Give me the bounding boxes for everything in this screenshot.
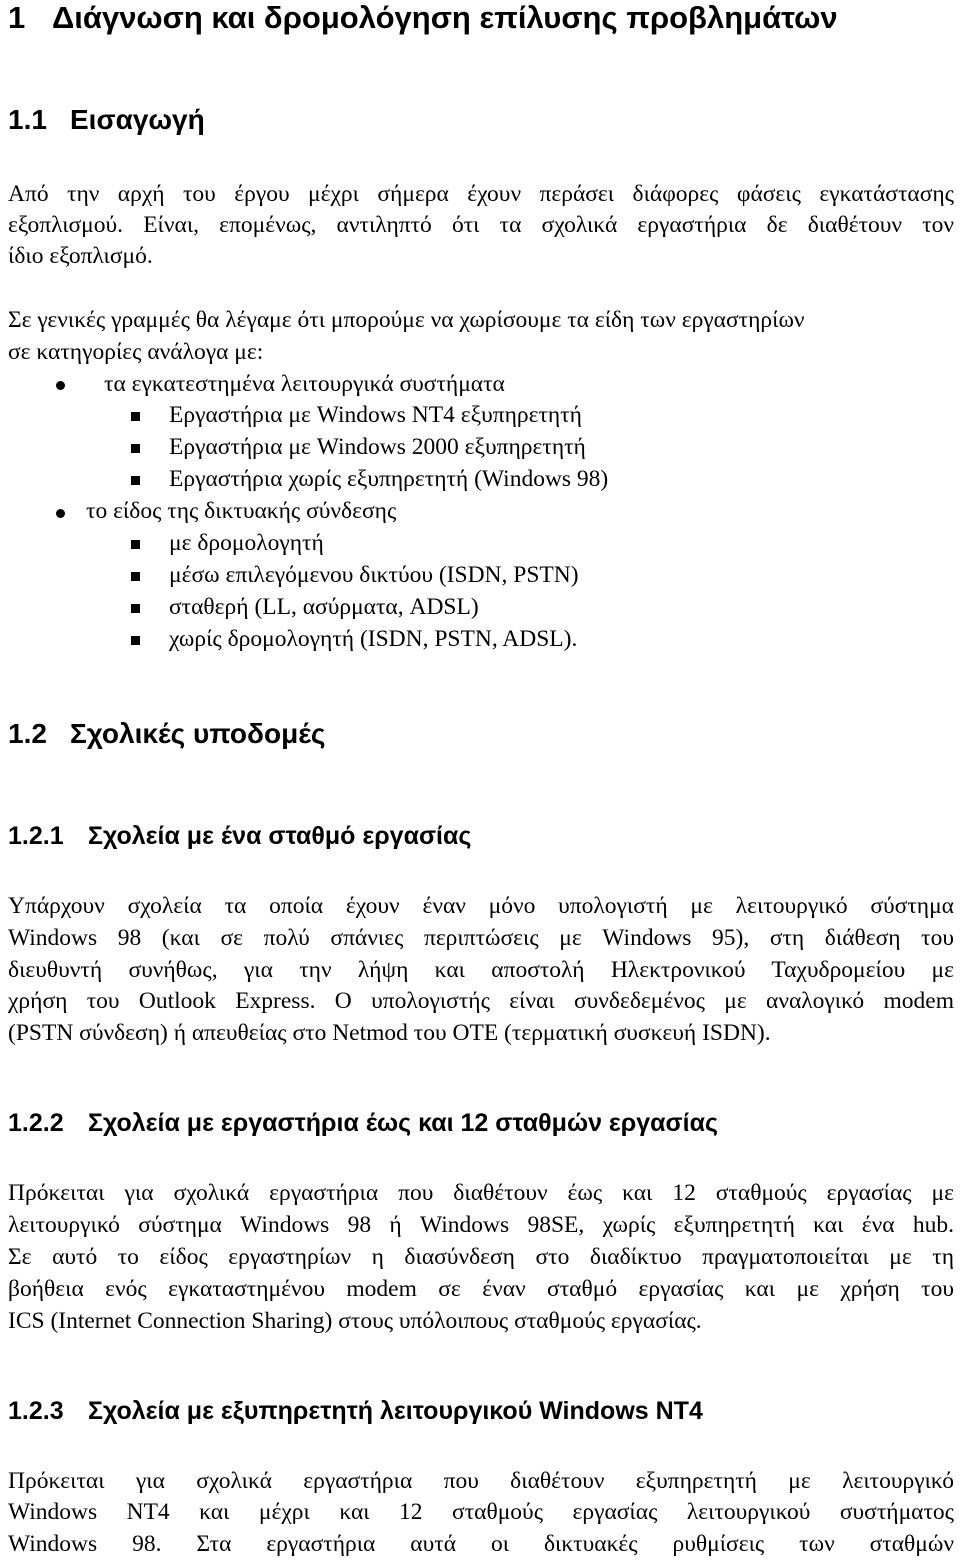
paragraph-line: ICS (Internet Connection Sharing) στους υπόλοιπους σταθμούς εργασίας. [8,1308,702,1334]
section-heading-1-2 [8,718,325,750]
list-subitem: σταθερή (LL, ασύρματα, ADSL) [169,594,479,620]
paragraph-line: λειτουργικό σύστημα Windows 98 ή Windows 98SE, χωρίς εξυπηρετητή και ένα hub. [8,1212,954,1238]
subsection-heading-1-2-2 [8,1109,718,1138]
paragraph-line: σε κατηγορίες ανάλογα με: [8,339,264,365]
bullet-square-icon [131,636,140,645]
section-number: 1.2 [8,718,47,749]
list-item: το είδος της δικτυακής σύνδεσης [86,498,397,524]
list-subitem: χωρίς δρομολογητή (ISDN, PSTN, ADSL). [169,626,578,652]
section-title: Σχολικές υποδομές [70,718,326,749]
section-heading-1-1 [8,104,205,136]
list-subitem: Εργαστήρια με Windows 2000 εξυπηρετητή [169,434,586,460]
bullet-square-icon [131,444,140,453]
bullet-square-icon [131,412,140,421]
bullet-square-icon [131,604,140,613]
paragraph-line: Σε γενικές γραμμές θα λέγαμε ότι μπορούμε να χωρίσουμε τα είδη των εργαστηρίων [8,307,805,333]
paragraph-line: Windows NT4 και μέχρι και 12 σταθμούς εργασίας λειτουργικού συστήματος [8,1499,954,1525]
paragraph-line: Πρόκειται για σχολικά εργαστήρια που διαθέτουν έως και 12 σταθμούς εργασίας με [8,1180,954,1206]
subsection-title: Σχολεία με εξυπηρετητή λειτουργικού Windows NT4 [88,1397,703,1425]
paragraph-line: βοήθεια ενός εγκαταστημένου modem σε έναν σταθμό εργασίας και με χρήση του [8,1276,954,1302]
paragraph-line: Πρόκειται για σχολικά εργαστήρια που διαθέτουν εξυπηρετητή με λειτουργικό [8,1468,954,1494]
paragraph-line: (PSTN σύνδεση) ή απευθείας στο Netmod του ΟΤΕ (τερματική συσκευή ISDN). [8,1020,771,1046]
list-subitem: μέσω επιλεγόμενου δικτύου (ISDN, PSTN) [169,562,579,588]
bullet-square-icon [131,476,140,485]
subsection-heading-1-2-3 [8,1397,703,1426]
paragraph-line: Windows 98 (και σε πολύ σπάνιες περιπτώσεις με Windows 95), στη διάθεση του [8,925,954,951]
section-title: Εισαγωγή [70,104,205,135]
bullet-dot-icon [56,509,65,518]
subsection-number: 1.2.3 [8,1397,64,1425]
chapter-number: 1 [8,0,26,35]
paragraph-line: ίδιο εξοπλισμό. [8,243,153,269]
bullet-square-icon [131,572,140,581]
paragraph-line: χρήση του Outlook Express. Ο υπολογιστής είναι συνδεδεμένος με αναλογικό modem [8,988,954,1014]
bullet-dot-icon [56,381,65,390]
chapter-heading [8,0,838,36]
paragraph-line: Windows 98. Στα εργαστήρια αυτά οι δικτυακές ρυθμίσεις των σταθμών [8,1531,954,1557]
subsection-title: Σχολεία με εργαστήρια έως και 12 σταθμών εργασίας [88,1109,718,1137]
paragraph-line: Από την αρχή του έργου μέχρι σήμερα έχουν περάσει διάφορες φάσεις εγκατάστασης [8,181,954,207]
paragraph-line: διευθυντή συνήθως, για την λήψη και αποστολή Ηλεκτρονικού Ταχυδρομείου με [8,957,954,983]
paragraph-line: Υπάρχουν σχολεία τα οποία έχουν έναν μόνο υπολογιστή με λειτουργικό σύστημα [8,893,954,919]
bullet-square-icon [131,540,140,549]
subsection-number: 1.2.2 [8,1109,64,1137]
subsection-title: Σχολεία με ένα σταθμό εργασίας [88,822,472,850]
subsection-heading-1-2-1 [8,822,471,851]
list-subitem: Εργαστήρια με Windows NT4 εξυπηρετητή [169,402,582,428]
paragraph-line: Σε αυτό το είδος εργαστηρίων η διασύνδεση στο διαδίκτυο πραγματοποιείται με τη [8,1244,954,1270]
paragraph-line: εξοπλισμού. Είναι, επομένως, αντιληπτό ότι τα σχολικά εργαστήρια δε διαθέτουν τον [8,212,954,238]
list-item: τα εγκατεστημένα λειτουργικά συστήματα [104,371,505,397]
chapter-title: Διάγνωση και δρομολόγηση επίλυσης προβλημάτων [52,0,838,35]
list-subitem: με δρομολογητή [169,530,324,556]
list-subitem: Εργαστήρια χωρίς εξυπηρετητή (Windows 98) [169,466,609,492]
subsection-number: 1.2.1 [8,822,64,850]
section-number: 1.1 [8,104,47,135]
